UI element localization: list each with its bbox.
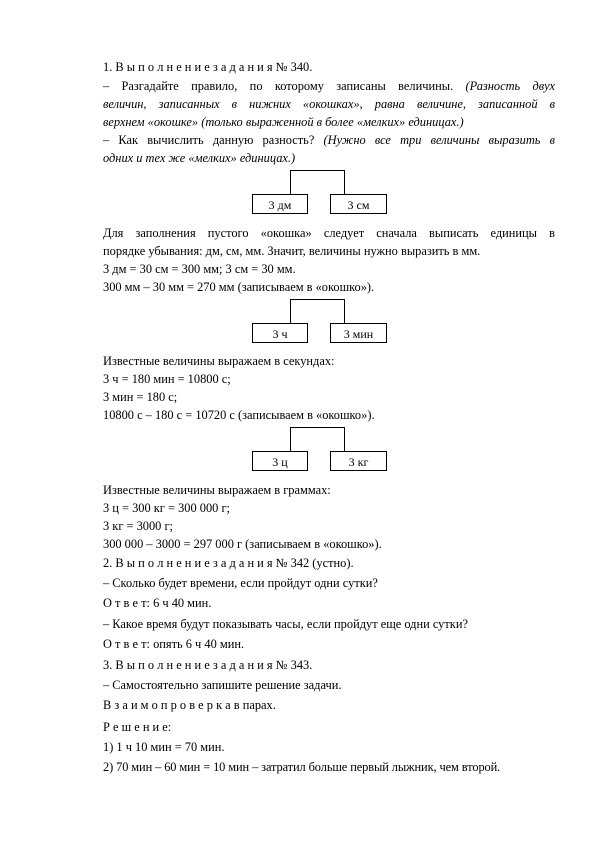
paragraph-line: 300 мм – 30 мм = 270 мм (записываем в «окошко»).	[103, 280, 375, 294]
question-text: – Как вычислить данную разность?	[103, 133, 315, 147]
windows-diagram-2	[252, 299, 387, 345]
window-right: 3 кг	[330, 451, 387, 471]
diagram-connector	[290, 170, 291, 194]
peer-check-label: В з а и м о п р о в е р к а	[103, 698, 231, 712]
task-340-heading	[103, 60, 555, 75]
question-text: – Разгадайте правило, по которому записаны величины.	[103, 79, 454, 93]
task-number: 3.	[103, 658, 116, 672]
paragraph-line: верхнем «окошке» (только выраженной в более «мелких» единицах.)	[103, 115, 464, 129]
window-left: 3 ч	[252, 323, 308, 343]
answer-italic: (Нужно все три величины выразить в	[314, 133, 555, 147]
answer-label: О т в е т	[103, 637, 147, 651]
answer-italic: (Разность двух	[453, 79, 555, 93]
task-343-heading	[103, 658, 555, 673]
paragraph-line: – Какое время будут показывать часы, если пройдут еще одни сутки?	[103, 617, 468, 631]
paragraph-line: – Сколько будет времени, если пройдут одни сутки?	[103, 576, 378, 590]
paragraph-line: 300 000 – 3000 = 297 000 г (записываем в «окошко»).	[103, 537, 382, 551]
paragraph-line: Известные величины выражаем в граммах:	[103, 483, 331, 497]
answer-value: : 6 ч 40 мин.	[146, 596, 212, 610]
diagram-connector	[344, 427, 345, 451]
diagram-connector	[344, 170, 345, 194]
task-ref: № 342 (устно).	[272, 556, 354, 570]
paragraph-line: величин, записанных в нижних «окошках», равна величине, записанной в	[103, 97, 555, 111]
task-heading-spaced: В ы п о л н е н и е з а д а н и я	[115, 556, 273, 570]
paragraph-line: 3 мин = 180 с;	[103, 390, 178, 404]
diagram-connector	[290, 299, 344, 300]
window-left: 3 ц	[252, 451, 308, 471]
paragraph-line: – Самостоятельно запишите решение задачи.	[103, 678, 342, 692]
paragraph-line: одних и тех же «мелких» единицах.)	[103, 151, 296, 165]
solution-step: 2) 70 мин – 60 мин = 10 мин – затратил больше первый лыжник, чем второй.	[103, 760, 501, 774]
windows-diagram-3	[252, 427, 387, 473]
task-heading-spaced: В ы п о л н е н и е з а д а н и я	[115, 658, 273, 672]
task-number: 1.	[103, 60, 116, 74]
paragraph-line: 3 кг = 3000 г;	[103, 519, 173, 533]
peer-check-text: в парах.	[230, 698, 276, 712]
solution-heading: Р е ш е н и е:	[103, 720, 172, 734]
task-ref: № 340.	[272, 60, 313, 74]
windows-diagram-1	[252, 170, 387, 216]
diagram-connector	[290, 170, 344, 171]
paragraph-line: 3 дм = 30 см = 300 мм; 3 см = 30 мм.	[103, 262, 296, 276]
paragraph-line: порядке убывания: дм, см, мм. Значит, величины нужно выразить в мм.	[103, 244, 481, 258]
paragraph-line	[103, 133, 555, 148]
task-number: 2.	[103, 556, 116, 570]
answer-line	[103, 637, 555, 652]
paragraph-line: Для заполнения пустого «окошка» следует сначала выписать единицы в	[103, 226, 555, 240]
task-342-heading	[103, 556, 555, 571]
diagram-connector	[290, 299, 291, 323]
paragraph-line: 3 ч = 180 мин = 10800 с;	[103, 372, 231, 386]
diagram-connector	[290, 427, 344, 428]
paragraph-line	[103, 79, 555, 94]
answer-value: : опять 6 ч 40 мин.	[146, 637, 245, 651]
task-ref: № 343.	[272, 658, 313, 672]
window-left: 3 дм	[252, 194, 308, 214]
diagram-connector	[290, 427, 291, 451]
answer-line	[103, 596, 555, 611]
paragraph-line: Известные величины выражаем в секундах:	[103, 354, 335, 368]
solution-step: 1) 1 ч 10 мин = 70 мин.	[103, 740, 225, 754]
window-right: 3 мин	[330, 323, 387, 343]
paragraph-line: 10800 с – 180 с = 10720 с (записываем в «окошко»).	[103, 408, 375, 422]
window-right: 3 см	[330, 194, 387, 214]
task-heading-spaced: В ы п о л н е н и е з а д а н и я	[115, 60, 273, 74]
answer-label: О т в е т	[103, 596, 147, 610]
peer-check-line	[103, 698, 555, 713]
paragraph-line: 3 ц = 300 кг = 300 000 г;	[103, 501, 230, 515]
diagram-connector	[344, 299, 345, 323]
